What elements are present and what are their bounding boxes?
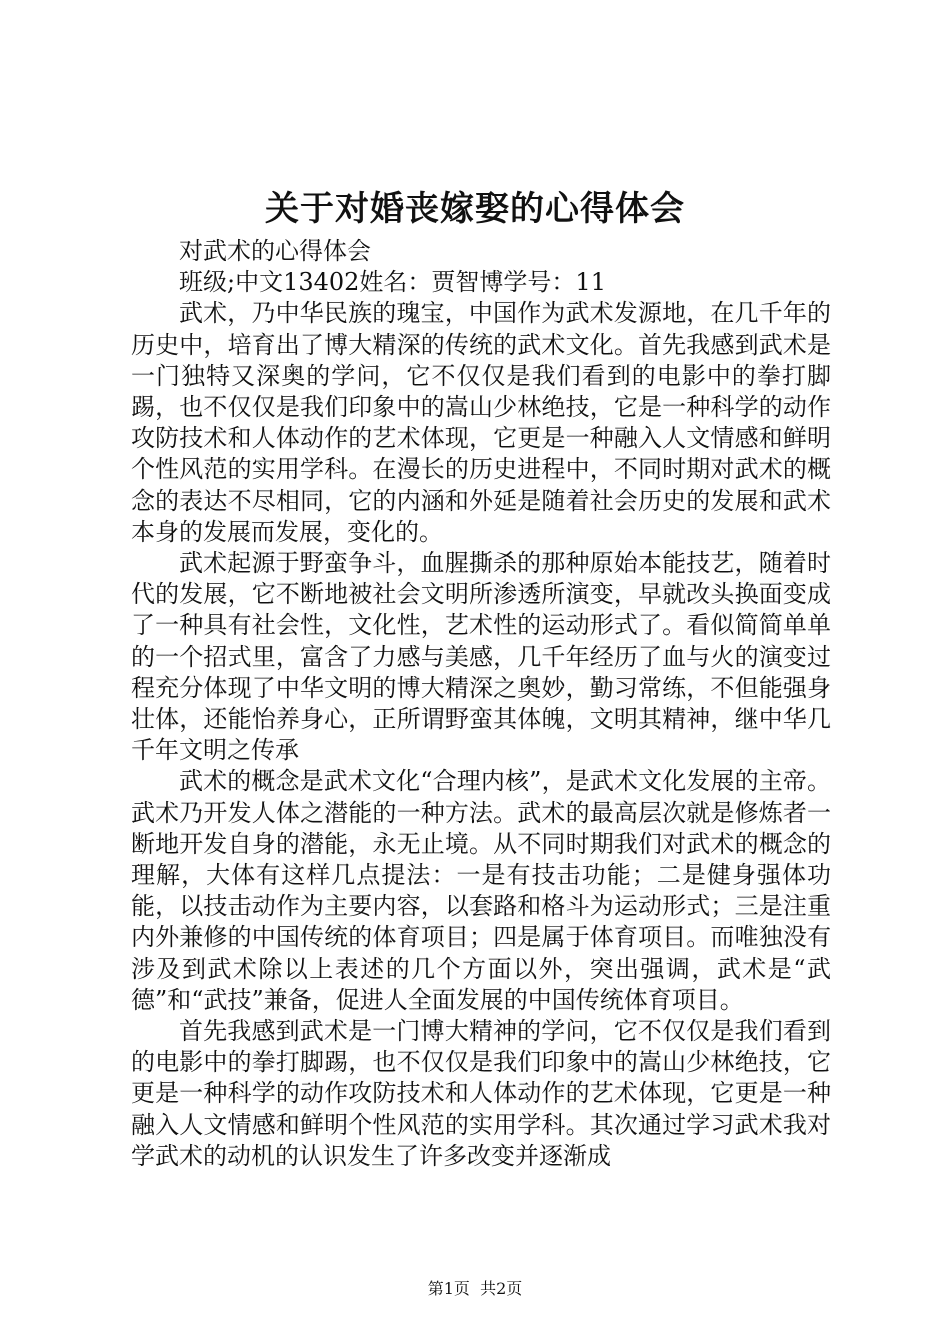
- paragraph-subtitle: 对武术的心得体会: [179, 237, 371, 265]
- document-body: [131, 236, 831, 1172]
- paragraph: 武术起源于野蛮争斗，血腥撕杀的那种原始本能技艺，随着时代的发展，它不断地被社会文明所渗透所演变，早就改头换面变成了一种具有社会性，文化性，艺术性的运动形式了。看似简简单单的一个招式里，富含了力感与美感，几千年经历了血与火的演变过程充分体现了中华文明的博大精深之奥妙，勤习常练，不但能强身壮体，还能怡养身心，正所谓野蛮其体魄，文明其精神，继中华几千年文明之传承: [131, 549, 831, 765]
- paragraph-student-info: 班级;中文13402姓名：贾智博学号：11: [179, 268, 606, 297]
- document-title: 关于对婚丧嫁娶的心得体会: [265, 189, 685, 229]
- paragraph: 武术，乃中华民族的瑰宝，中国作为武术发源地，在几千年的历史中，培育出了博大精深的传统的武术文化。首先我感到武术是一门独特又深奥的学问，它不仅仅是我们看到的电影中的拳打脚踢，也不仅仅是我们印象中的嵩山少林绝技，它是一种科学的动作攻防技术和人体动作的艺术体现，它更是一种融入人文情感和鲜明个性风范的实用学科。在漫长的历史进程中，不同时期对武术的概念的表达不尽相同，它的内涵和外延是随着社会历史的发展和武术本身的发展而发展，变化的。: [131, 299, 831, 546]
- page-number: 第1页: [427, 1279, 470, 1298]
- paragraph: 武术的概念是武术文化“合理内核”，是武术文化发展的主帝。武术乃开发人体之潜能的一种方法。武术的最高层次就是修炼者一断地开发自身的潜能，永无止境。从不同时期我们对武术的概念的理解，大体有这样几点提法：一是有技击功能；二是健身强体功能，以技击动作为主要内容，以套路和格斗为运动形式；三是注重内外兼修的中国传统的体育项目；四是属于体育项目。而唯独没有涉及到武术除以上表述的几个方面以外，突出强调，武术是“武德”和“武技”兼备，促进人全面发展的中国传统体育项目。: [131, 767, 831, 1014]
- page-total: 共2页: [480, 1279, 523, 1298]
- page-footer: [0, 1278, 950, 1300]
- paragraph: 首先我感到武术是一门博大精神的学问，它不仅仅是我们看到的电影中的拳打脚踢，也不仅仅是我们印象中的嵩山少林绝技，它更是一种科学的动作攻防技术和人体动作的艺术体现，它更是一种融入人文情感和鲜明个性风范的实用学科。其次通过学习武术我对学武术的动机的认识发生了许多改变并逐渐成: [131, 1017, 831, 1170]
